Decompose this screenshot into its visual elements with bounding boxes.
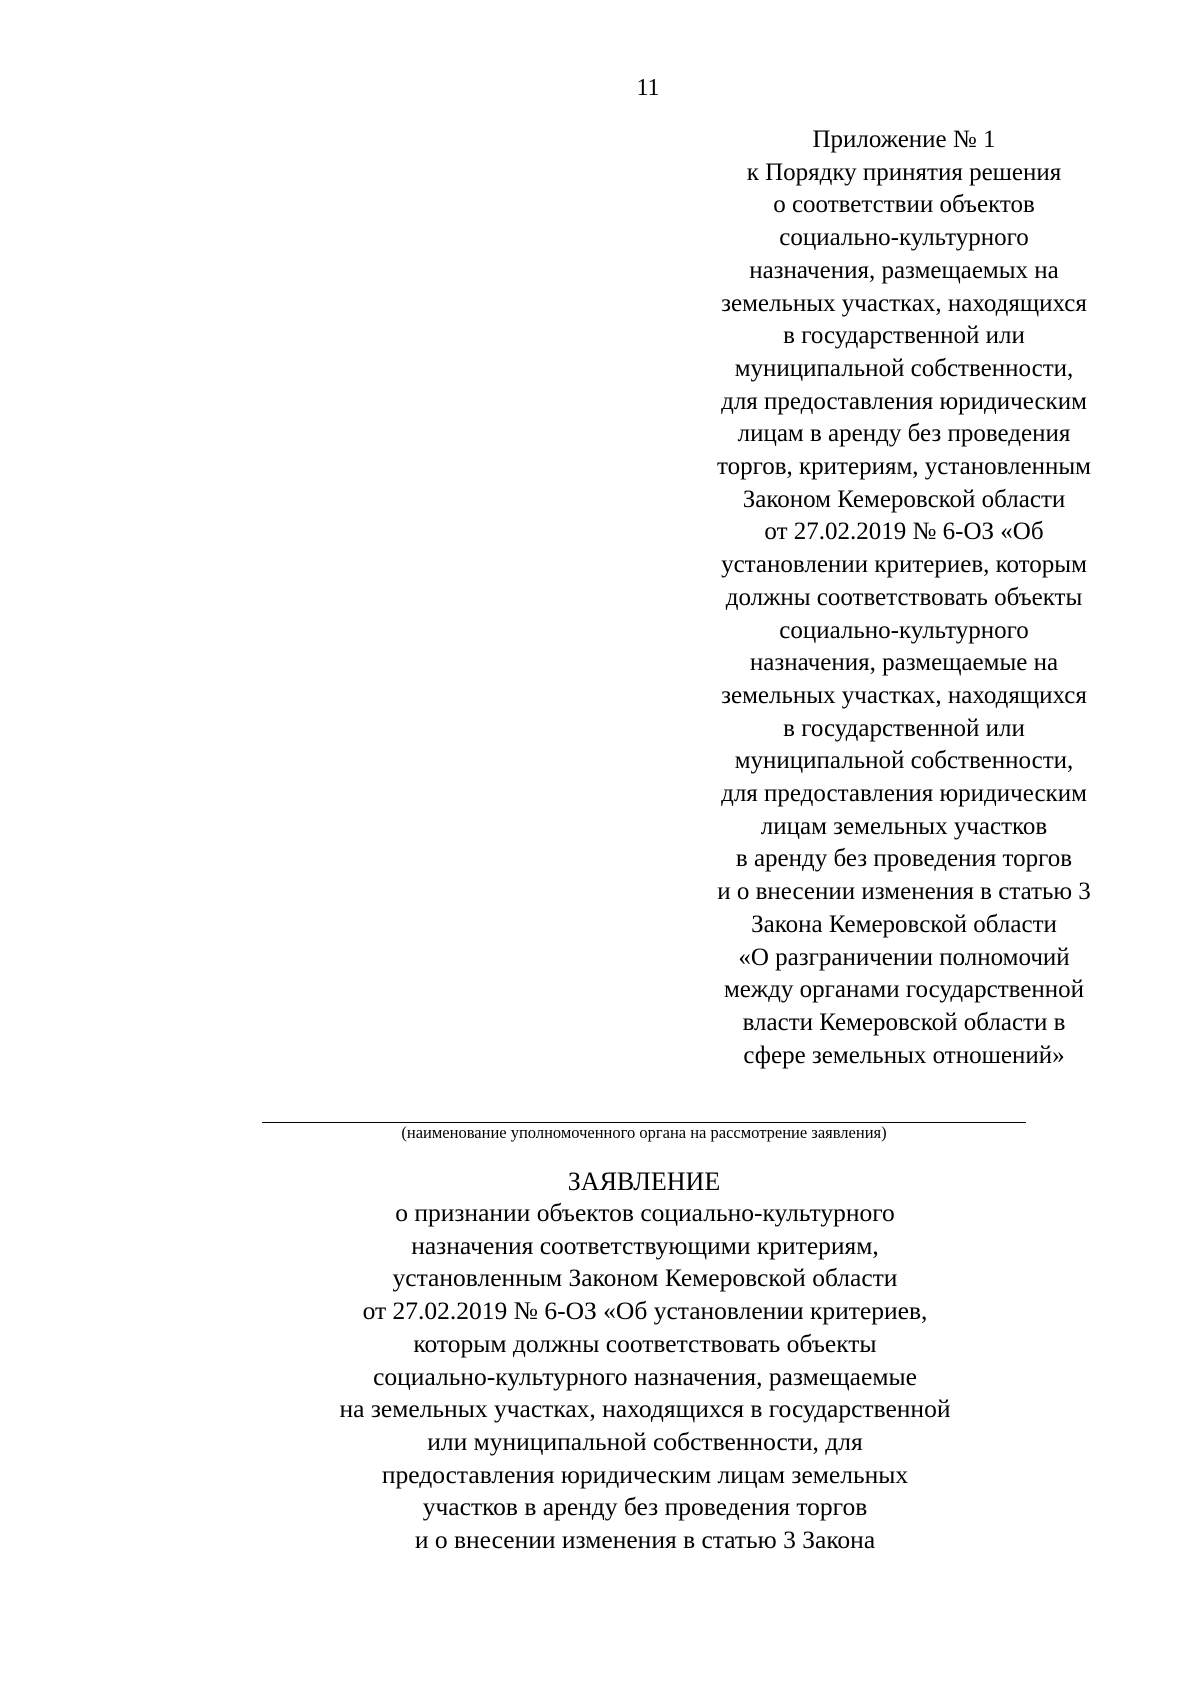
statement-title: ЗАЯВЛЕНИЕ [567,1167,721,1196]
statement-subtitle [250,1197,1040,1557]
appendix-line: и о внесении изменения в статью 3 [717,878,1091,906]
appendix-line: торгов, критериям, установленным [717,453,1091,481]
appendix-line: «О разграничении полномочий [738,943,1070,971]
appendix-line: должны соответствовать объекты [725,583,1083,611]
statement-subtitle-line: о признании объектов социально-культурного [395,1198,895,1227]
statement-subtitle-line: от 27.02.2019 № 6-ОЗ «Об установлении критериев, [362,1296,928,1326]
appendix-line: назначения, размещаемые на [749,649,1059,677]
appendix-line: в государственной или [783,322,1025,350]
appendix-line: от 27.02.2019 № 6-ОЗ «Об [764,518,1044,546]
statement-subtitle-line: социально-культурного назначения, размещаемые [373,1361,917,1391]
appendix-line: Приложение № 1 [812,126,996,153]
appendix-line: назначения, размещаемых на [749,256,1059,284]
appendix-line: в аренду без проведения торгов [735,845,1073,873]
statement-subtitle-line: и о внесении изменения в статью 3 Закона [414,1525,876,1555]
appendix-line: для предоставления юридическим [721,780,1087,808]
statement-subtitle-line: предоставления юридическим лицам земельных [381,1459,909,1489]
appendix-line: муниципальной собственности, [734,747,1074,775]
appendix-line: муниципальной собственности, [734,354,1074,382]
appendix-line: земельных участках, находящихся [721,289,1087,317]
statement-subtitle-line: участков в аренду без проведения торгов [422,1492,868,1522]
appendix-line: сфере земельных отношений» [743,1041,1065,1069]
appendix-line: власти Кемеровской области в [742,1008,1066,1036]
appendix-line: между органами государственной [723,976,1085,1004]
appendix-line: лицам земельных участков [760,812,1048,840]
statement-subtitle-line: назначения соответствующими критериям, [411,1230,879,1260]
statement-subtitle-line: которым должны соответствовать объекты [413,1328,877,1358]
appendix-line: социально-культурного [779,616,1029,644]
appendix-line: социально-культурного [779,224,1029,252]
appendix-line: земельных участках, находящихся [721,681,1087,709]
page-number: 11 [636,75,660,101]
statement-subtitle-line: или муниципальной собственности, для [427,1426,863,1456]
appendix-line: в государственной или [783,714,1025,742]
appendix-block [684,124,1124,1072]
appendix-line: установлении критериев, которым [721,551,1087,579]
appendix-line: о соответствии объектов [773,191,1035,219]
appendix-line: Законом Кемеровской области [742,485,1066,513]
authority-field-caption: (наименование уполномоченного органа на рассмотрение заявления) [401,1123,887,1142]
appendix-line: Закона Кемеровской области [751,910,1057,938]
statement-subtitle-line: установленным Законом Кемеровской области [392,1263,898,1293]
appendix-line: для предоставления юридическим [721,387,1087,415]
appendix-line: лицам в аренду без проведения [737,420,1071,448]
statement-subtitle-line: на земельных участках, находящихся в государственной [339,1394,951,1424]
appendix-line: к Порядку принятия решения [746,158,1062,186]
